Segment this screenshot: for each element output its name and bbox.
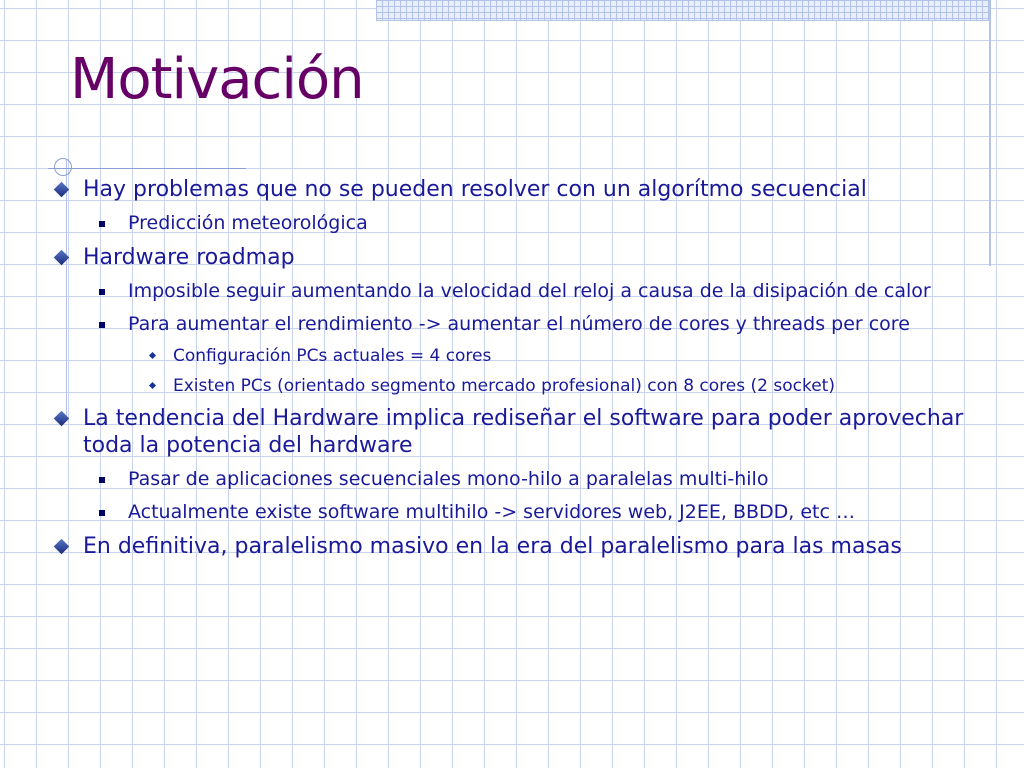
diamond-bullet-icon — [54, 411, 70, 427]
diamond-bullet-icon — [54, 250, 70, 266]
bullet-item — [48, 244, 988, 271]
small-diamond-bullet-icon — [149, 382, 156, 389]
bullet-text: La tendencia del Hardware implica rediseñar el software para poder aprovechar toda la potencia del hardware — [83, 406, 964, 458]
sub-bullet-item — [48, 467, 988, 491]
bullet-text: Hardware roadmap — [83, 245, 295, 270]
sub-bullet-text: Predicción meteorológica — [128, 212, 368, 234]
decorative-top-band — [376, 0, 990, 21]
sub-bullet-text: Pasar de aplicaciones secuenciales mono-hilo a paralelas multi-hilo — [128, 468, 769, 490]
bullet-item — [48, 533, 988, 560]
bullet-text: En definitiva, paralelismo masivo en la era del paralelismo para las masas — [83, 534, 902, 559]
slide-content — [48, 176, 988, 568]
sub-bullet-item — [48, 279, 988, 303]
sub-bullet-item — [48, 500, 988, 524]
sub-bullet-item — [48, 312, 988, 336]
square-bullet-icon — [99, 221, 105, 227]
square-bullet-icon — [99, 510, 105, 516]
decorative-crosshair-line — [48, 168, 246, 169]
bullet-item — [48, 405, 988, 459]
bullet-item — [48, 176, 988, 203]
sub-sub-bullet-text: Configuración PCs actuales = 4 cores — [173, 346, 492, 366]
sub-sub-bullet-text: Existen PCs (orientado segmento mercado profesional) con 8 cores (2 socket) — [173, 376, 835, 396]
diamond-bullet-icon — [54, 182, 70, 198]
square-bullet-icon — [99, 322, 105, 328]
sub-bullet-item — [48, 211, 988, 235]
diamond-bullet-icon — [54, 539, 70, 555]
square-bullet-icon — [99, 477, 105, 483]
sub-bullet-text: Actualmente existe software multihilo -> servidores web, J2EE, BBDD, etc … — [128, 501, 855, 523]
sub-sub-bullet-item — [48, 375, 988, 397]
square-bullet-icon — [99, 289, 105, 295]
small-diamond-bullet-icon — [149, 352, 156, 359]
sub-bullet-text: Imposible seguir aumentando la velocidad del reloj a causa de la disipación de calor — [128, 280, 931, 302]
slide-title: Motivación — [70, 47, 364, 112]
decorative-right-rule — [989, 0, 991, 266]
bullet-text: Hay problemas que no se pueden resolver con un algorítmo secuencial — [83, 177, 867, 202]
sub-bullet-text: Para aumentar el rendimiento -> aumentar el número de cores y threads per core — [128, 313, 910, 335]
decorative-crosshair-ring — [54, 158, 72, 176]
sub-sub-bullet-item — [48, 345, 988, 367]
